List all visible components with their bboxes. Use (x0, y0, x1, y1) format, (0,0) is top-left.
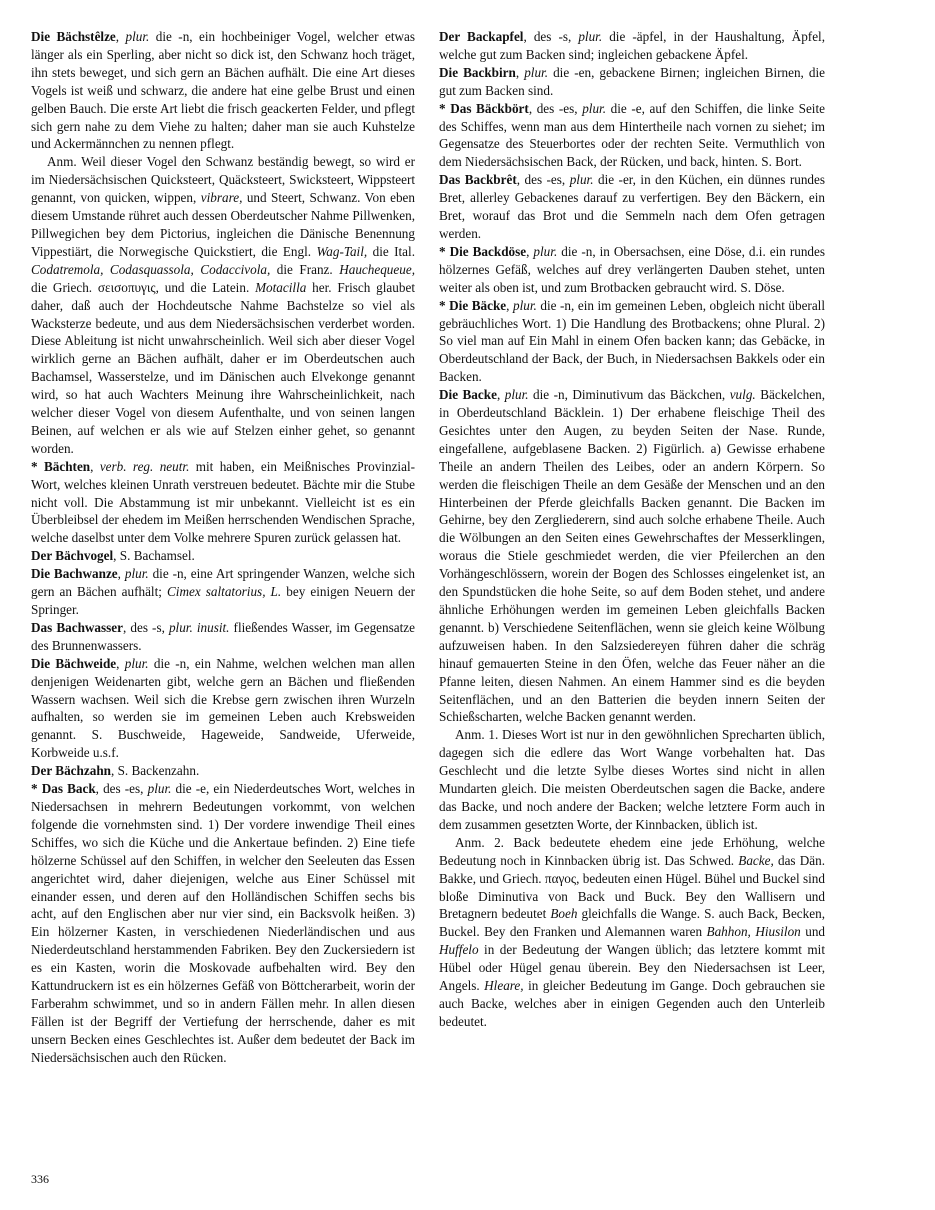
entry-text: bey einigen Neuern der Springer. (31, 584, 416, 617)
italic-term: plur. inusit. (168, 619, 230, 635)
italic-term: Bahhon, Hiusilon (706, 924, 801, 940)
dictionary-entry (439, 386, 825, 726)
italic-term: plur. (533, 243, 558, 259)
italic-term: plur. (125, 29, 150, 44)
headword: * Bächten (31, 458, 91, 474)
entry-text: die Griech. σεισοπυγις, und die Latein. (31, 279, 256, 295)
italic-term: plur. (582, 100, 607, 116)
entry-text: und Steert, Schwanz. Von eben diesem Umstande rühret auch dessen Oberdeutscher Nahme Pillwenken, Pillwegichen bey dem Pictorius, ingleichen die Dänische Benennung Vippestiärt, die Norwegische Quickstiert, die Engl. (31, 190, 415, 259)
entry-text: , des -es, (528, 100, 583, 116)
headword: * Das Bäckbört (439, 100, 529, 116)
italic-term: Backe, (738, 852, 774, 868)
entry-text: , des -s, (123, 619, 169, 635)
dictionary-entry (31, 762, 415, 780)
dictionary-entry (439, 28, 825, 64)
dictionary-entry (31, 655, 415, 762)
italic-term: vulg. (729, 387, 756, 403)
entry-text: die -n, Diminutivum das Bäckchen, (528, 387, 730, 403)
dictionary-entry (31, 547, 415, 565)
italic-term: Cimex saltatorius, L. (167, 584, 282, 600)
dictionary-entry (439, 64, 825, 100)
italic-term: plur. (147, 781, 172, 797)
dictionary-entry (31, 28, 415, 153)
headword: Die Bächstêlze (31, 29, 116, 44)
entry-text: in gleicher Bedeutung im Gange. Doch gebrauchen sie auch Backe, welches aber in einigen Gegenden auch den Unterleib bedeutet. (439, 978, 825, 1029)
right-column (439, 28, 825, 1031)
dictionary-entry (439, 297, 825, 387)
italic-term: Wag-Tail, (316, 243, 368, 259)
dictionary-entry (439, 100, 825, 172)
headword: Der Backapfel (439, 29, 524, 44)
entry-text: , (116, 655, 125, 671)
entry-text: die -n, eine Art springender Wanzen, welche sich gern an Bächen aufhält; (31, 566, 416, 600)
entry-text: , des -s, (523, 29, 579, 44)
headword: Die Backbirn (439, 64, 516, 80)
italic-term: Codatremola, Codasquassola, Codaccivola, (31, 261, 271, 277)
entry-text: , des -es, (516, 172, 570, 188)
italic-term: plur. (569, 172, 594, 188)
headword: Die Bächweide (31, 655, 117, 671)
italic-term: Hleare, (484, 978, 524, 994)
entry-text: das Dän. Bakke, und Griech. παγος, bedeuten einen Hügel. Bühel und Buckel sind bloße Diminutiva von Back und Buck. Bey den Wallisern und Bretagnern bedeutet (439, 852, 825, 922)
entry-text: , S. Backenzahn. (110, 763, 200, 779)
entry-text: Anm. Weil dieser Vogel den Schwanz beständig bewegt, so wird er im Niedersächsischen Quicksteert, Quäcksteert, Swicksteert, Wippsteert genannt, von quicken, wippen, (31, 154, 415, 206)
italic-term: vibrare, (200, 190, 243, 206)
headword: Der Bächzahn (31, 763, 111, 779)
entry-text: die Ital. (367, 243, 415, 259)
entry-text: Bäckelchen, in Oberdeutschland Bäcklein. 1) Der erhabene fleischige Theil des Gesichtes unter den Augen, zu beyden Seiten der Nase. Runde, eingefallene, aufgeblasene Backen. 2) Figürlich. a) Gewisse erhabene Theile an andern Theilen des Leibes, oder an andern Körpern. So werden die fleischigen Theile an dem Gesäße der Menschen und an den Hinterbeinen der Pferde gleichfalls Backen genannt. Die Backen im Gehirne, bey den Zergliederern, sind auch solche erhabene Theile. Auch die Wölbungen an den Seiten eines Gewehrschaftes der Messerklingen, woraus die Stiele geschmiedet werden, die vier Pfeilerchen an den Vorhängeschlössern, worein der Bogen des Schlosses eingelenket ist, an den Spundstücken die hohe Seite, so auf dem Boden stehet, und andere ähnliche Erhöhungen werden im gemeinen Leben gleichfalls Backen genannt. b) Verschiedene Seitenflächen, wenn sie gleich keine Wölbung aufzuweisen haben. In den Salzsiedereyen führen daher die schräg hinauf gemauerten Steine in den Öfen, welche das Feuer näher an die Pfanne leiten, diesen Nahmen. An einem Hammer sind es die beyden Seitenflächen, und an den Batterien die beyden innern Seiten der Schießscharten, welche Backen genannt werden. (439, 387, 825, 725)
italic-term: plur. (513, 297, 537, 313)
annotation-paragraph (31, 153, 415, 457)
italic-term: plur. (124, 566, 149, 582)
entry-text: Anm. 1. Dieses Wort ist nur in den gewöhnlichen Sprecharten üblich, dagegen sich die edlere das Wort Wange vorbehalten hat. Das Geschlecht und die letzte Sylbe dieses Wortes sind nicht in allen Mundarten gleich. Die meisten Oberdeutschen sagen die Backe, andere das Backe, und noch andere der Backen; welche letztere Form auch in dem zusammen gesetzten Worte, der Kinnbacken, üblich ist. (439, 727, 825, 832)
headword: Der Bächvogel (31, 548, 114, 564)
entry-text: , (496, 387, 505, 403)
entry-text: , (506, 297, 513, 313)
entry-text: , des -es, (95, 781, 148, 797)
entry-text: die Franz. (270, 261, 340, 277)
entry-text: , (90, 458, 100, 474)
entry-text: die -äpfel, in der Haushaltung, Äpfel, welche gut zum Backen sind; ingleichen gebackene Äpfel. (439, 29, 826, 62)
entry-text: die -er, in den Küchen, ein dünnes rundes Bret, allerley Gebackenes darauf zu verfertigen. Bey den Bäckern, ein Bret, worauf das Brot und die Semmeln nach dem Ofen getragen werden. (439, 172, 825, 241)
headword: Die Bachwanze (31, 566, 118, 582)
entry-text: , S. Bachamsel. (113, 548, 195, 564)
dictionary-entry (439, 171, 825, 243)
headword: * Die Backdöse (439, 243, 527, 259)
italic-term: plur. (578, 29, 603, 44)
entry-text: die -e, auf den Schiffen, die linke Seite des Schiffes, wenn man aus dem Hintertheile nach vornen zu siehet; im Gegensatze des Steuerbortes oder der rechten Seite. Vermuthlich von dem Niedersächsischen Back, der Rücken, und back, hinten. S. Bort. (439, 100, 825, 170)
italic-term: Huffelo (439, 942, 479, 958)
italic-term: verb. reg. neutr. (99, 458, 190, 474)
entry-text: gleichfalls die Wange. S. auch Back, Becken, Buckel. Bey den Franken und Alemannen waren (439, 906, 825, 940)
italic-term: Motacilla (255, 279, 307, 295)
dictionary-entry (439, 243, 825, 297)
dictionary-entry (31, 619, 415, 655)
dictionary-entry (31, 780, 415, 1067)
entry-text: , (515, 64, 525, 80)
entry-text: mit haben, ein Meißnisches Provinzial-Wort, welches kleinen Unrath verstreuen bedeutet. Bächte mir die Stube nicht voll. Die Abstammung ist mir unbekannt. Vielleicht ist es ein Überbleibsel der ehedem im Meißen herrschenden Wendischen Sprache, welche daselbst unter dem Volke mehrere Spuren zurück gelassen hat. (31, 458, 416, 546)
entry-text: die -en, gebackene Birnen; ingleichen Birnen, die gut zum Backen sind. (439, 64, 826, 98)
entry-text: , (526, 243, 534, 259)
annotation-paragraph (439, 834, 825, 1031)
annotation-paragraph (439, 726, 825, 833)
dictionary-entry (31, 565, 415, 619)
italic-term: Boeh (550, 906, 578, 922)
entry-text: , (117, 566, 125, 582)
entry-text: her. Frisch glaubet daher, daß auch der Hochdeutsche Nahme Bachstelze so viel als Wacksterze bedeute, und aus dem Niedersächsischen verderbet worden. Diese Ableitung ist nicht unwahrscheinlich. Weil sich aber dieser Vogel wirklich gerne an Bächen aufhält, daher er im Oberdeutschen auch Bachamsel, Wasserstelze, und im Dänischen auch Elvekonge genannt wird, so hat auch Wachters Meinung ihre Wahrscheinlichkeit, nach welcher dieser Vogel von diesem Aufenthalte, und von seinen langen Beinen, auf welchen er als wie auf Stelzen einher gehet, so genannt worden. (31, 279, 415, 456)
entry-text: die -n, ein im gemeinen Leben, obgleich nicht überall gebräuchliches Wort. 1) Die Handlung des Brotbackens; ohne Plural. 2) So viel man auf Ein Mahl in einem Ofen backen kann; das Gebäcke, in Oberdeutschland der Back, der Buch, in Niedersachsen Bakkels oder ein Backen. (439, 297, 826, 385)
italic-term: plur. (504, 387, 529, 403)
headword: Das Bachwasser (31, 619, 123, 635)
headword: Das Backbrêt (439, 172, 517, 188)
entry-text: in der Bedeutung der Wangen üblich; das letztere kommt mit Hübel oder Hügel genau überein. Bey den Niedersachsen ist Leer, Angels. (439, 942, 825, 994)
page-number: 336 (31, 1172, 49, 1186)
italic-term: plur. (124, 655, 149, 671)
entry-text: Anm. 2. Back bedeutete ehedem eine jede Erhöhung, welche Bedeutung noch in Kinnbacken übrig ist. Das Schwed. (439, 834, 825, 868)
left-column (31, 28, 415, 1067)
dictionary-entry (31, 458, 415, 548)
headword: * Das Back (31, 781, 96, 797)
entry-text: und (800, 924, 826, 940)
entry-text: fließendes Wasser, im Gegensatze des Brunnenwassers. (31, 619, 415, 653)
italic-term: plur. (524, 64, 549, 80)
headword: * Die Bäcke (439, 297, 507, 313)
entry-text: die -e, ein Niederdeutsches Wort, welches in Niedersachsen in mehrern Bedeutungen vorkommt, von welchen folgende die vornehmsten sind. 1) Der vordere inwendige Theil eines Schiffes, wo sich die Küche und die Ankertaue befinden. 2) Eine tiefe hölzerne Schüssel auf den Schiffen, in welcher den Seeleuten das Essen angerichtet wird, daher diejenigen, welche aus Einer Schüssel mit einander essen, und deren auf den Holländischen Schiffen sechs bis acht, auf den Englischen aber nur vier sind, ein Backsvolk heißen. 3) Ein hölzerner Kasten, in verschiedenen Niederländischen und aus Niederdeutschland herstammenden Fabriken. Bey den Zuckersiedern ist es ein Kasten, worin die Moskovade aufbehalten wird. Bey den Kattundruckern ist es ein hölzernes Gefäß von Böttcherarbeit, worin der Farberahm schwimmet, und so in andern Fällen mehr. In allen diesen Fällen ist der Begriff der Vertiefung der herrschende, daher es mit unsern Becken eines Geschlechtes ist. Außer dem bedeutet der Back im Niedersächsischen auch den Rücken. (31, 781, 416, 1065)
entry-text: die -n, in Obersachsen, eine Döse, d.i. ein rundes hölzernes Gefäß, welches auf drey verlängerten Dauben stehet, unten weiter als oben ist, und zum Brotbacken gebraucht wird. S. Döse. (439, 243, 826, 295)
entry-text: die -n, ein Nahme, welchen welchen man allen denjenigen Weidenarten gibt, welche gern an Bächen und fließenden Wassern wachsen. Weil sich die Krebse gern zwischen ihren Wurzeln aufhalten, so werden sie im gemeinen Leben auch Krebsweiden genannt. S. Buschweide, Hageweide, Sandweide, Uferweide, Korbweide u.s.f. (31, 655, 415, 761)
entry-text: , (115, 29, 126, 44)
italic-term: Hauchequeue, (339, 261, 415, 277)
entry-text: die -n, ein hochbeiniger Vogel, welcher etwas länger als ein Sperling, aber nicht so dick ist, den Schwanz hoch träget, ihn stets beweget, und sich gern an Bächen aufhält. Die eine Art dieses Vogels ist weiß und schwarz, die andere hat eine gelbe Brust und einen gelben Bauch. Die erste Art liebt die frisch geackerten Felder, und pflegt sich gern nahe zu dem Viehe zu halten; daher man sie auch Kuhstelze und Ackermännchen zu nennen pflegt. (31, 29, 415, 152)
headword: Die Backe (439, 387, 497, 403)
